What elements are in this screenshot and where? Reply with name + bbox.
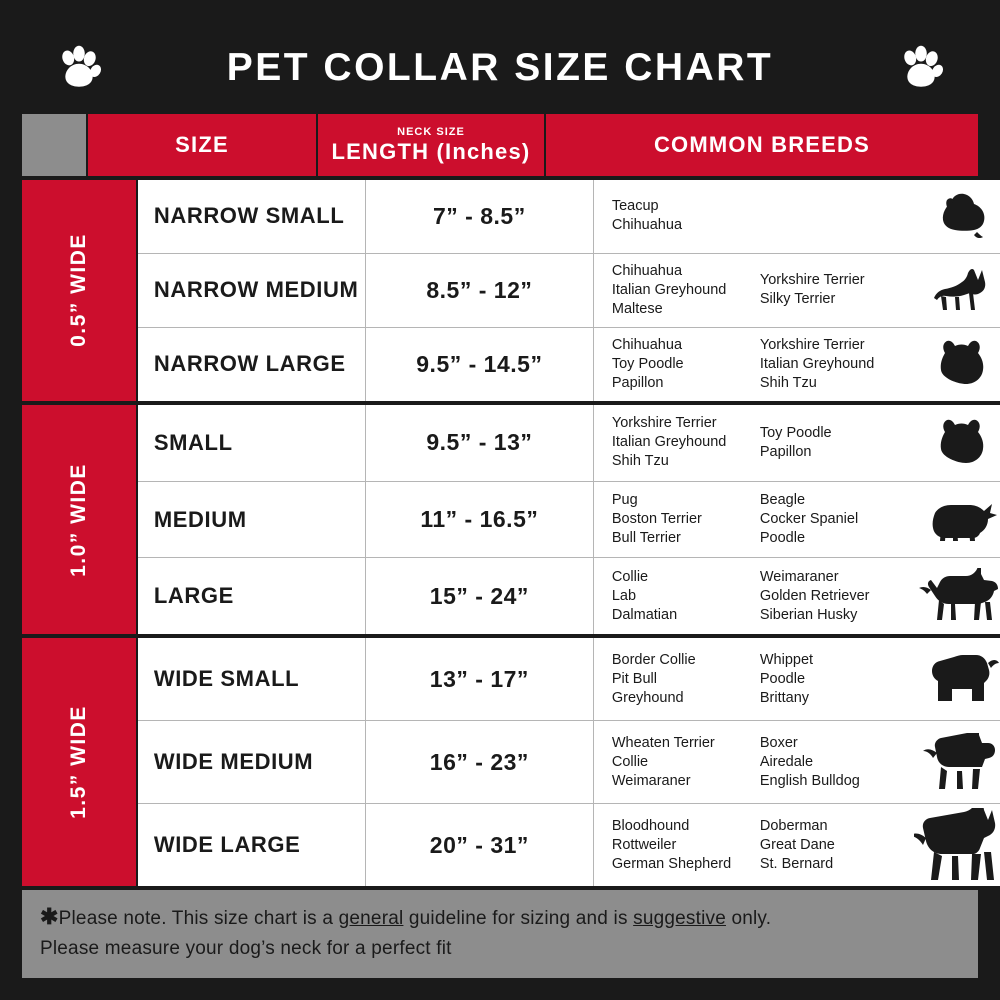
breed-name: Boston Terrier xyxy=(611,511,702,527)
cell-length: 8.5” - 12” xyxy=(366,254,594,327)
cell-length: 7” - 8.5” xyxy=(366,180,594,253)
breed-name: Teacup xyxy=(611,198,659,215)
breed-name: Poodle xyxy=(759,670,806,687)
cell-length: 13” - 17” xyxy=(366,638,594,720)
breed-name: Cocker Spaniel xyxy=(759,511,859,527)
breed-name: Dalmatian xyxy=(611,606,678,623)
breed-name: Yorkshire Terrier xyxy=(759,272,865,289)
paw-print-icon xyxy=(898,45,944,91)
breed-name: Italian Greyhound xyxy=(611,281,727,298)
breed-name: Shih Tzu xyxy=(611,453,669,470)
table-row xyxy=(138,254,1000,328)
breed-name: Collie xyxy=(611,568,649,585)
breed-column-2 xyxy=(760,336,910,393)
cell-breeds xyxy=(594,180,910,253)
breed-name: Papillon xyxy=(759,443,812,460)
asterisk-icon: ✱ xyxy=(40,904,59,929)
cell-length: 9.5” - 13” xyxy=(366,405,594,481)
breed-name: Collie xyxy=(611,753,649,770)
table-header-row xyxy=(22,114,978,176)
chart-header xyxy=(22,22,978,114)
breed-column-1 xyxy=(612,491,760,548)
cell-size: WIDE LARGE xyxy=(138,804,366,886)
cell-size: NARROW SMALL xyxy=(138,180,366,253)
table-row xyxy=(138,558,1000,634)
group-rows xyxy=(136,405,1000,635)
footer-line-1 xyxy=(40,902,960,934)
table-row xyxy=(138,638,1000,721)
table-row xyxy=(138,180,1000,254)
breed-name: Weimaraner xyxy=(611,772,691,789)
breed-name: Lab xyxy=(611,587,637,604)
doberman-silhouette-icon xyxy=(910,804,1000,886)
breed-name: Papillon xyxy=(611,374,664,391)
group-label-text: 0.5” WIDE xyxy=(66,233,90,348)
column-header-length-label: LENGTH (Inches) xyxy=(331,138,531,164)
cell-breeds xyxy=(594,405,910,481)
breed-name: Bloodhound xyxy=(611,817,690,834)
breed-column-2 xyxy=(760,197,910,235)
cell-size: SMALL xyxy=(138,405,366,481)
breed-name: English Bulldog xyxy=(759,772,860,789)
cell-breeds xyxy=(594,328,910,401)
breed-column-2 xyxy=(760,262,910,319)
beagle-silhouette-icon xyxy=(910,482,1000,558)
group-label-1.0-wide xyxy=(22,405,136,635)
cell-length: 9.5” - 14.5” xyxy=(366,328,594,401)
cell-length: 11” - 16.5” xyxy=(366,482,594,558)
breed-name: Yorkshire Terrier xyxy=(611,415,717,432)
cell-breeds xyxy=(594,638,910,720)
breed-name: Bull Terrier xyxy=(611,530,681,546)
footer-note xyxy=(22,886,978,978)
footer-text-a: Please note. This size chart is a xyxy=(58,908,339,929)
page-title: PET COLLAR SIZE CHART xyxy=(226,46,774,89)
breed-name: Yorkshire Terrier xyxy=(759,336,865,353)
breed-column-1 xyxy=(612,414,760,471)
column-header-size-label: SIZE xyxy=(175,132,229,157)
column-header-breeds-label: COMMON BREEDS xyxy=(653,132,871,157)
breed-column-2 xyxy=(760,651,910,708)
bulldog-silhouette-icon xyxy=(910,638,1000,720)
breed-column-1 xyxy=(612,651,760,708)
breed-name: Boxer xyxy=(759,734,798,751)
group-rows xyxy=(136,180,1000,401)
breed-name: Shih Tzu xyxy=(759,374,817,391)
breed-column-2 xyxy=(760,568,910,625)
breed-name: Poodle xyxy=(759,530,806,546)
cell-breeds xyxy=(594,482,910,558)
breed-column-2 xyxy=(760,491,910,548)
cell-breeds xyxy=(594,254,910,327)
cell-size: WIDE MEDIUM xyxy=(138,721,366,803)
cell-length: 15” - 24” xyxy=(366,558,594,634)
footer-underline-suggestive: suggestive xyxy=(633,908,726,929)
table-row xyxy=(138,405,1000,482)
breed-name: Pug xyxy=(611,492,638,508)
chart-inner xyxy=(22,22,978,978)
boxer-silhouette-icon xyxy=(910,721,1000,803)
breed-name: Chihuahua xyxy=(611,262,683,279)
cell-size: MEDIUM xyxy=(138,482,366,558)
breed-column-2 xyxy=(760,817,910,874)
cell-breeds xyxy=(594,804,910,886)
cell-size: NARROW LARGE xyxy=(138,328,366,401)
footer-underline-general: general xyxy=(338,908,404,929)
table-row xyxy=(138,482,1000,559)
column-header-length xyxy=(316,114,544,176)
breed-name: Greyhound xyxy=(611,689,684,706)
breed-name: Great Dane xyxy=(759,836,835,853)
column-header-breeds xyxy=(544,114,978,176)
breed-name: Airedale xyxy=(759,753,814,770)
breed-name: Italian Greyhound xyxy=(611,434,727,451)
table-corner-cell xyxy=(22,114,86,176)
cell-length: 20” - 31” xyxy=(366,804,594,886)
group-label-0.5-wide xyxy=(22,180,136,401)
breed-column-2 xyxy=(760,734,910,791)
cell-size: WIDE SMALL xyxy=(138,638,366,720)
papillon-silhouette-icon xyxy=(910,405,1000,481)
cell-breeds xyxy=(594,558,910,634)
breed-name: Whippet xyxy=(759,651,814,668)
size-table xyxy=(22,114,978,886)
breed-name: Golden Retriever xyxy=(759,587,870,604)
table-row xyxy=(138,721,1000,804)
retriever-silhouette-icon xyxy=(910,558,1000,634)
breed-name: Beagle xyxy=(759,492,806,508)
footer-text-c: only. xyxy=(725,908,772,929)
papillon-silhouette-icon xyxy=(910,328,1000,401)
group-1.5-wide xyxy=(22,634,978,886)
group-label-text: 1.5” WIDE xyxy=(66,705,90,820)
breed-name: Wheaten Terrier xyxy=(611,734,715,751)
breed-name: Chihuahua xyxy=(611,336,683,353)
breed-column-1 xyxy=(612,197,760,235)
group-rows xyxy=(136,638,1000,886)
breed-name: Italian Greyhound xyxy=(759,355,875,372)
breed-column-1 xyxy=(612,262,760,319)
breed-name: Brittany xyxy=(759,689,810,706)
breed-name: Doberman xyxy=(759,817,828,834)
breed-name: Rottweiler xyxy=(611,836,677,853)
footer-line-2: Please measure your dog’s neck for a perfect fit xyxy=(40,938,452,959)
breed-name: Maltese xyxy=(611,300,663,317)
group-0.5-wide xyxy=(22,176,978,401)
group-label-text: 1.0” WIDE xyxy=(66,462,90,577)
breed-name: Toy Poodle xyxy=(611,355,684,372)
cell-size: LARGE xyxy=(138,558,366,634)
breed-name: Toy Poodle xyxy=(759,424,832,441)
cell-breeds xyxy=(594,721,910,803)
footer-text-b: guideline for sizing and is xyxy=(403,908,634,929)
group-label-1.5-wide xyxy=(22,638,136,886)
paw-print-icon xyxy=(56,45,102,91)
breed-name: St. Bernard xyxy=(759,855,834,872)
breed-column-1 xyxy=(612,817,760,874)
breed-name: Chihuahua xyxy=(611,217,683,234)
breed-name: Weimaraner xyxy=(759,568,839,585)
table-row xyxy=(138,804,1000,886)
column-header-length-sub: NECK SIZE xyxy=(397,125,465,138)
breed-column-2 xyxy=(760,414,910,471)
group-1.0-wide xyxy=(22,401,978,635)
breed-name: German Shepherd xyxy=(611,855,732,872)
chihuahua-silhouette-icon xyxy=(910,254,1000,327)
breed-column-1 xyxy=(612,568,760,625)
breed-name: Siberian Husky xyxy=(759,606,858,623)
breed-column-1 xyxy=(612,336,760,393)
breed-column-1 xyxy=(612,734,760,791)
cell-size: NARROW MEDIUM xyxy=(138,254,366,327)
breed-name: Border Collie xyxy=(611,651,696,668)
yorkie-silhouette-icon xyxy=(910,180,1000,253)
cell-length: 16” - 23” xyxy=(366,721,594,803)
breed-name: Pit Bull xyxy=(611,670,657,687)
column-header-size xyxy=(86,114,316,176)
table-row xyxy=(138,328,1000,401)
breed-name: Silky Terrier xyxy=(759,291,836,308)
